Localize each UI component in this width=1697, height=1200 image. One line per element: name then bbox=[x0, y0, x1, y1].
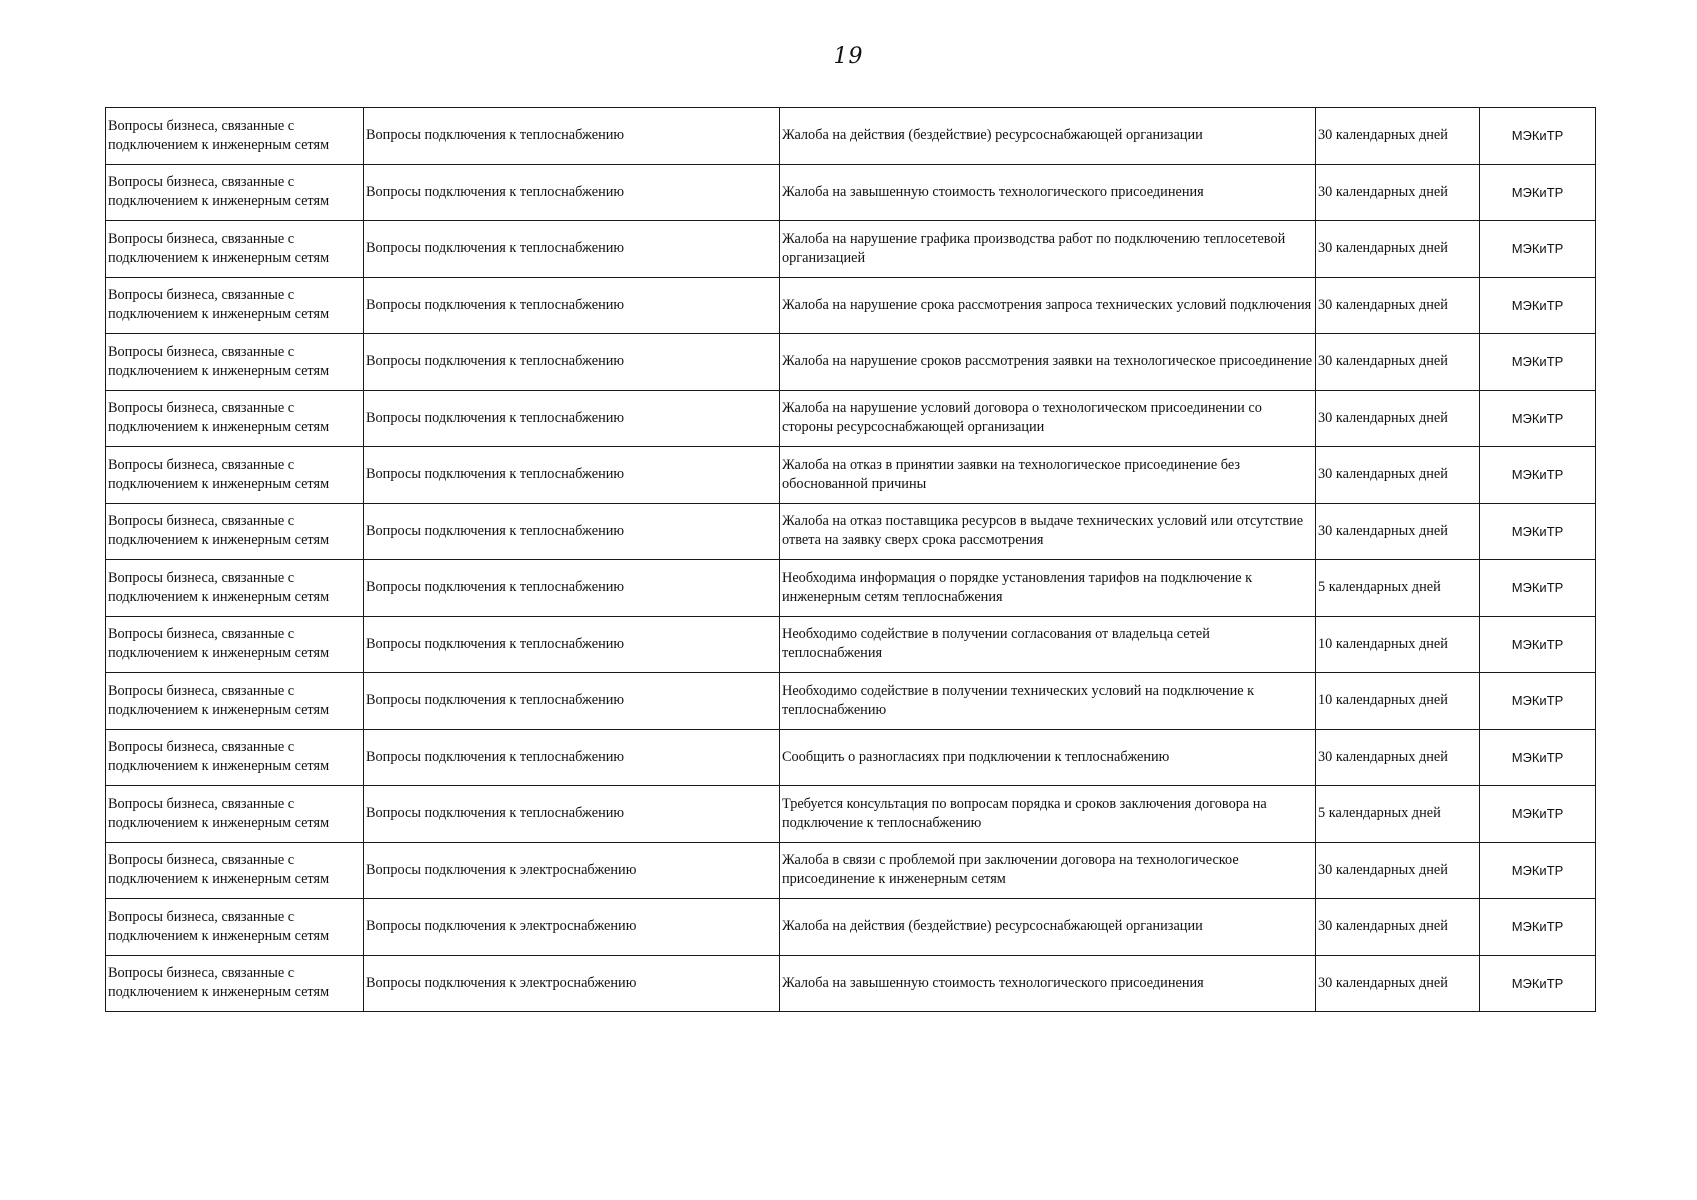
org-cell: МЭКиТР bbox=[1480, 955, 1596, 1012]
org-cell: МЭКиТР bbox=[1480, 560, 1596, 617]
org-cell: МЭКиТР bbox=[1480, 673, 1596, 730]
subcategory-cell: Вопросы подключения к электроснабжению bbox=[364, 899, 780, 956]
description-cell: Жалоба на нарушение условий договора о технологическом присоединении со стороны ресурсоснабжающей организации bbox=[780, 390, 1316, 447]
table-row bbox=[106, 955, 1596, 1012]
category-cell: Вопросы бизнеса, связанные с подключением к инженерным сетям bbox=[106, 503, 364, 560]
table-row bbox=[106, 786, 1596, 843]
page-number: 19 bbox=[833, 44, 864, 69]
table-row bbox=[106, 673, 1596, 730]
description-cell: Жалоба на нарушение срока рассмотрения запроса технических условий подключения bbox=[780, 277, 1316, 334]
org-cell: МЭКиТР bbox=[1480, 334, 1596, 391]
subcategory-cell: Вопросы подключения к теплоснабжению bbox=[364, 673, 780, 730]
description-cell: Необходима информация о порядке установления тарифов на подключение к инженерным сетям теплоснабжения bbox=[780, 560, 1316, 617]
deadline-cell: 30 календарных дней bbox=[1316, 955, 1480, 1012]
table-row bbox=[106, 334, 1596, 391]
subcategory-cell: Вопросы подключения к теплоснабжению bbox=[364, 786, 780, 843]
deadline-cell: 30 календарных дней bbox=[1316, 164, 1480, 221]
subcategory-cell: Вопросы подключения к теплоснабжению bbox=[364, 616, 780, 673]
table-row bbox=[106, 503, 1596, 560]
org-cell: МЭКиТР bbox=[1480, 164, 1596, 221]
org-cell: МЭКиТР bbox=[1480, 221, 1596, 278]
deadline-cell: 30 календарных дней bbox=[1316, 842, 1480, 899]
deadline-cell: 30 календарных дней bbox=[1316, 729, 1480, 786]
category-cell: Вопросы бизнеса, связанные с подключением к инженерным сетям bbox=[106, 277, 364, 334]
org-cell: МЭКиТР bbox=[1480, 616, 1596, 673]
table-row bbox=[106, 729, 1596, 786]
category-cell: Вопросы бизнеса, связанные с подключением к инженерным сетям bbox=[106, 729, 364, 786]
table-row bbox=[106, 616, 1596, 673]
subcategory-cell: Вопросы подключения к теплоснабжению bbox=[364, 334, 780, 391]
org-cell: МЭКиТР bbox=[1480, 108, 1596, 165]
table-row bbox=[106, 390, 1596, 447]
deadline-cell: 5 календарных дней bbox=[1316, 786, 1480, 843]
category-cell: Вопросы бизнеса, связанные с подключением к инженерным сетям bbox=[106, 221, 364, 278]
org-cell: МЭКиТР bbox=[1480, 277, 1596, 334]
deadline-cell: 30 календарных дней bbox=[1316, 221, 1480, 278]
table-row bbox=[106, 899, 1596, 956]
table-row bbox=[106, 447, 1596, 504]
table-row bbox=[106, 560, 1596, 617]
subcategory-cell: Вопросы подключения к теплоснабжению bbox=[364, 729, 780, 786]
deadline-cell: 10 календарных дней bbox=[1316, 616, 1480, 673]
org-cell: МЭКиТР bbox=[1480, 786, 1596, 843]
org-cell: МЭКиТР bbox=[1480, 729, 1596, 786]
description-cell: Требуется консультация по вопросам порядка и сроков заключения договора на подключение к теплоснабжению bbox=[780, 786, 1316, 843]
description-cell: Необходимо содействие в получении согласования от владельца сетей теплоснабжения bbox=[780, 616, 1316, 673]
description-cell: Жалоба в связи с проблемой при заключении договора на технологическое присоединение к инженерным сетям bbox=[780, 842, 1316, 899]
subcategory-cell: Вопросы подключения к теплоснабжению bbox=[364, 221, 780, 278]
category-cell: Вопросы бизнеса, связанные с подключением к инженерным сетям bbox=[106, 842, 364, 899]
category-cell: Вопросы бизнеса, связанные с подключением к инженерным сетям bbox=[106, 673, 364, 730]
deadline-cell: 10 календарных дней bbox=[1316, 673, 1480, 730]
category-cell: Вопросы бизнеса, связанные с подключением к инженерным сетям bbox=[106, 616, 364, 673]
deadline-cell: 30 календарных дней bbox=[1316, 899, 1480, 956]
description-cell: Жалоба на завышенную стоимость технологического присоединения bbox=[780, 955, 1316, 1012]
org-cell: МЭКиТР bbox=[1480, 503, 1596, 560]
description-cell: Жалоба на нарушение сроков рассмотрения заявки на технологическое присоединение bbox=[780, 334, 1316, 391]
table-row bbox=[106, 108, 1596, 165]
deadline-cell: 30 календарных дней bbox=[1316, 334, 1480, 391]
table-row bbox=[106, 221, 1596, 278]
category-cell: Вопросы бизнеса, связанные с подключением к инженерным сетям bbox=[106, 447, 364, 504]
description-cell: Жалоба на завышенную стоимость технологического присоединения bbox=[780, 164, 1316, 221]
description-cell: Сообщить о разногласиях при подключении к теплоснабжению bbox=[780, 729, 1316, 786]
deadline-cell: 30 календарных дней bbox=[1316, 108, 1480, 165]
description-cell: Жалоба на отказ в принятии заявки на технологическое присоединение без обоснованной причины bbox=[780, 447, 1316, 504]
category-cell: Вопросы бизнеса, связанные с подключением к инженерным сетям bbox=[106, 899, 364, 956]
org-cell: МЭКиТР bbox=[1480, 390, 1596, 447]
category-cell: Вопросы бизнеса, связанные с подключением к инженерным сетям bbox=[106, 164, 364, 221]
subcategory-cell: Вопросы подключения к теплоснабжению bbox=[364, 503, 780, 560]
category-cell: Вопросы бизнеса, связанные с подключением к инженерным сетям bbox=[106, 560, 364, 617]
subcategory-cell: Вопросы подключения к теплоснабжению bbox=[364, 164, 780, 221]
deadline-cell: 30 календарных дней bbox=[1316, 503, 1480, 560]
description-cell: Жалоба на отказ поставщика ресурсов в выдаче технических условий или отсутствие ответа на заявку сверх срока рассмотрения bbox=[780, 503, 1316, 560]
category-cell: Вопросы бизнеса, связанные с подключением к инженерным сетям bbox=[106, 955, 364, 1012]
subcategory-cell: Вопросы подключения к теплоснабжению bbox=[364, 447, 780, 504]
deadline-cell: 30 календарных дней bbox=[1316, 447, 1480, 504]
org-cell: МЭКиТР bbox=[1480, 899, 1596, 956]
description-cell: Жалоба на нарушение графика производства работ по подключению теплосетевой организацией bbox=[780, 221, 1316, 278]
deadline-cell: 30 календарных дней bbox=[1316, 390, 1480, 447]
subcategory-cell: Вопросы подключения к теплоснабжению bbox=[364, 560, 780, 617]
services-table bbox=[105, 107, 1596, 1012]
deadline-cell: 5 календарных дней bbox=[1316, 560, 1480, 617]
category-cell: Вопросы бизнеса, связанные с подключением к инженерным сетям bbox=[106, 334, 364, 391]
table-body bbox=[106, 108, 1596, 1012]
deadline-cell: 30 календарных дней bbox=[1316, 277, 1480, 334]
table-row bbox=[106, 164, 1596, 221]
table-row bbox=[106, 842, 1596, 899]
category-cell: Вопросы бизнеса, связанные с подключением к инженерным сетям bbox=[106, 390, 364, 447]
subcategory-cell: Вопросы подключения к электроснабжению bbox=[364, 955, 780, 1012]
org-cell: МЭКиТР bbox=[1480, 842, 1596, 899]
subcategory-cell: Вопросы подключения к электроснабжению bbox=[364, 842, 780, 899]
description-cell: Необходимо содействие в получении технических условий на подключение к теплоснабжению bbox=[780, 673, 1316, 730]
category-cell: Вопросы бизнеса, связанные с подключением к инженерным сетям bbox=[106, 108, 364, 165]
org-cell: МЭКиТР bbox=[1480, 447, 1596, 504]
subcategory-cell: Вопросы подключения к теплоснабжению bbox=[364, 108, 780, 165]
table-row bbox=[106, 277, 1596, 334]
subcategory-cell: Вопросы подключения к теплоснабжению bbox=[364, 277, 780, 334]
category-cell: Вопросы бизнеса, связанные с подключением к инженерным сетям bbox=[106, 786, 364, 843]
subcategory-cell: Вопросы подключения к теплоснабжению bbox=[364, 390, 780, 447]
description-cell: Жалоба на действия (бездействие) ресурсоснабжающей организации bbox=[780, 108, 1316, 165]
description-cell: Жалоба на действия (бездействие) ресурсоснабжающей организации bbox=[780, 899, 1316, 956]
